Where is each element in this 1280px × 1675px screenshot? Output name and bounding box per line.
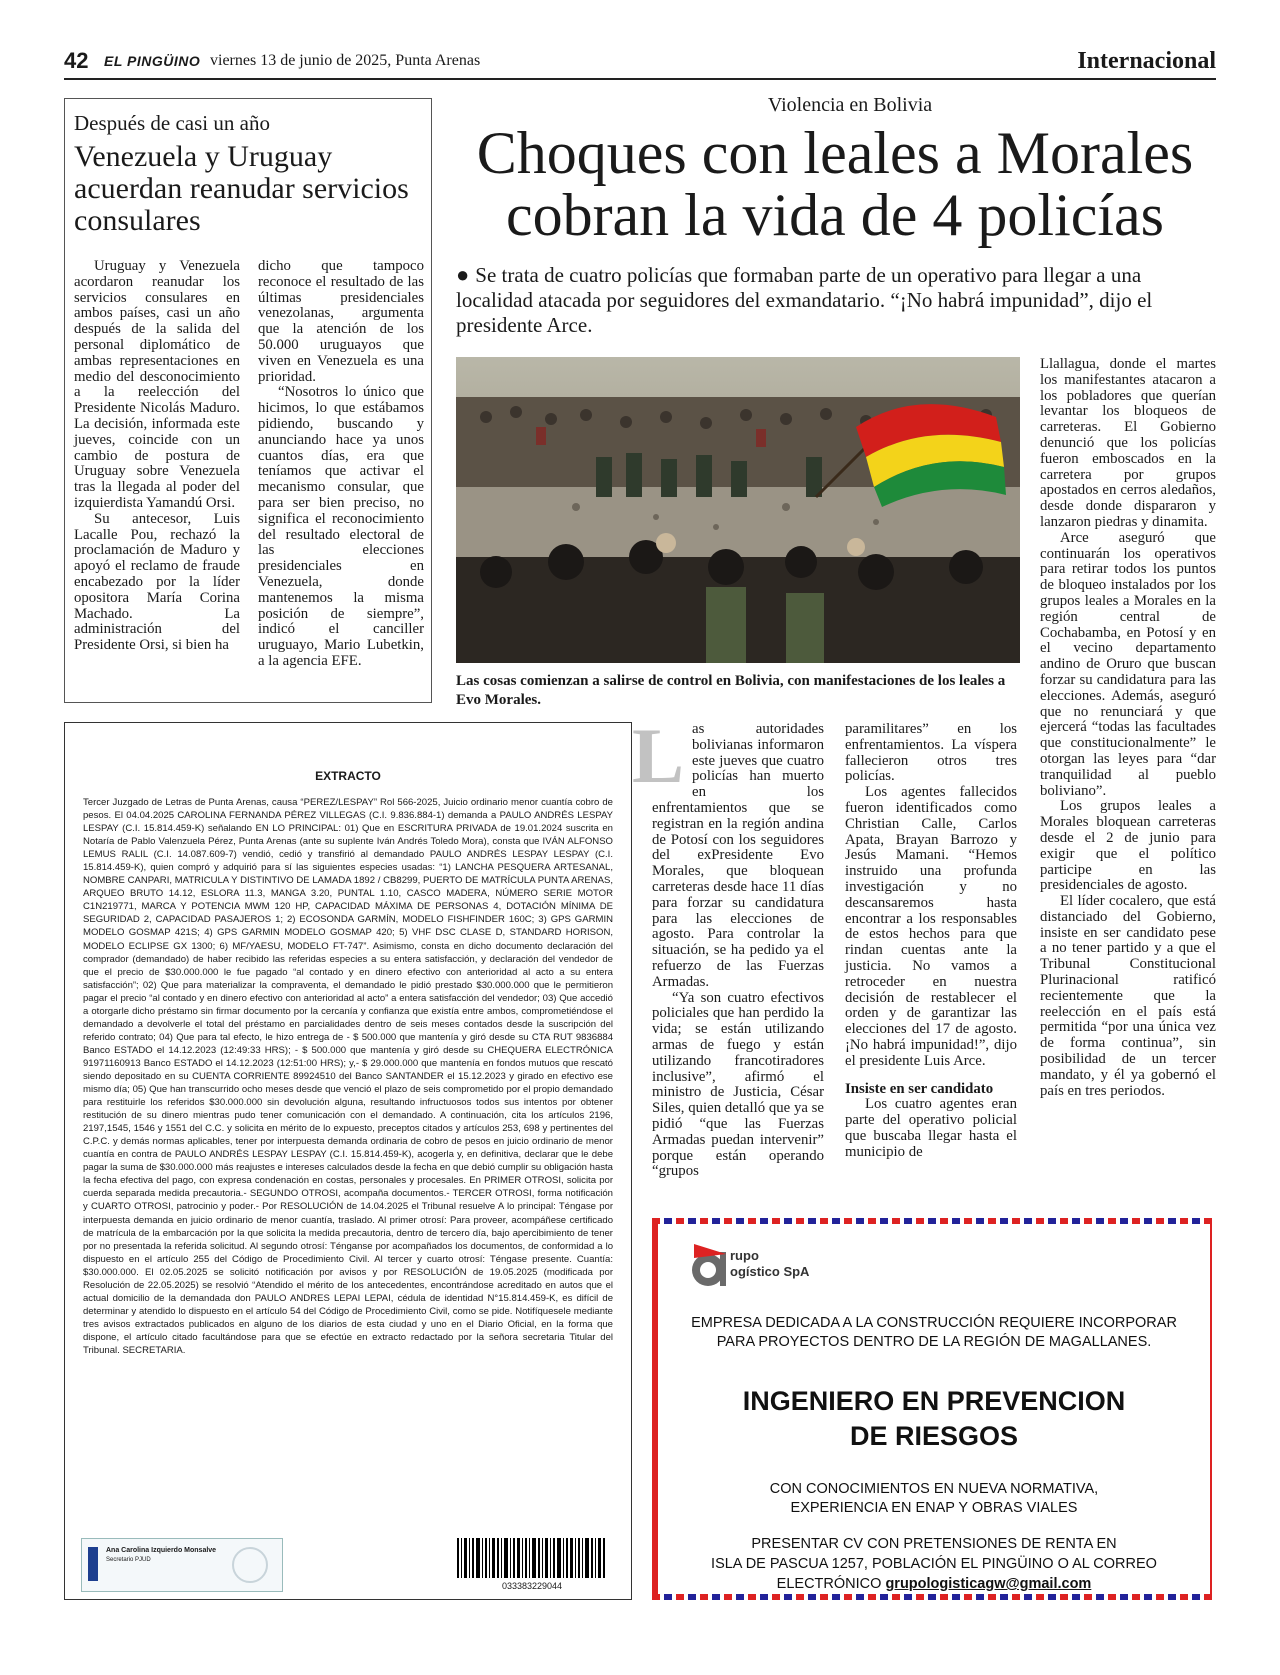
- subheading: Insiste en ser candidato: [845, 1080, 994, 1097]
- paragraph: Llallagua, donde el martes los manifestantes atacaron a los pobladores que querían levantar los bloqueos de carreteras. El Gobierno denunció que los policías fueron emboscados en la carretera por grupos apostados en cerros aledaños, desde donde dispararon y lanzaron piedras y dinamita.: [1040, 356, 1216, 530]
- paragraph-text: as autoridades bolivianas informaron este jueves que cuatro policías han muerto en los enfrentamientos que se registran en la región andina de Potosí con los seguidores del exPresidente Evo Morales, que bloquean carreteras desde hace 11 días para forzar su candidatura para las elecciones de agosto. Para controlar la situación, se ha pedido ya el refuerzo de las Fuerzas Armadas.: [652, 721, 824, 990]
- electronic-signature: [81, 1538, 283, 1592]
- bullet-icon: ●: [456, 262, 470, 287]
- protest-photo-illustration: [456, 357, 1020, 663]
- sidebar-kicker: Después de casi un año: [74, 111, 270, 135]
- ad-contact: [658, 1534, 1210, 1594]
- ad-title-line: DE RIESGOS: [849, 1421, 1019, 1451]
- article-column-1: [632, 712, 824, 1180]
- paragraph: Los cuatro agentes eran parte del operativo policial que buscaba llegar hasta el municipio de: [845, 1096, 1017, 1160]
- sidebar-column-1: [74, 259, 240, 654]
- sidebar-headline: Venezuela y Uruguay acuerdan reanudar servicios consulares: [74, 140, 409, 237]
- requirement-line: EXPERIENCIA EN ENAP Y OBRAS VIALES: [790, 1500, 1078, 1516]
- seal-icon: [88, 1547, 98, 1581]
- legal-title: EXTRACTO: [315, 769, 381, 783]
- article-column-3: [1040, 357, 1216, 1099]
- paragraph: Uruguay y Venezuela acordaron reanudar los servicios consulares en ambos países, casi un año después de la salida del personal diplomático de ambas representaciones en medio del desconocimiento a la reelección del Presidente Nicolás Maduro. La decisión, informada este jueves, coincide con un cambio de postura de Uruguay sobre Venezuela tras la llegada al poder del izquierdista Yamandú Orsi.: [74, 258, 240, 511]
- article-column-2: [845, 722, 1017, 1161]
- signer-name: Ana Carolina Izquierdo Monsalve: [106, 1547, 217, 1554]
- paragraph: “Nosotros lo único que hicimos, lo que estábamos pidiendo, buscando y anunciando hace ya unos cuantos días, era que teníamos que activar el mecanismo consular, que para ser bien preciso, no significa el reconocimiento del resultado electoral de las elecciones presidenciales en Venezuela, donde mantenemos la misma posición de siempre”, indicó el canciller uruguayo, Mario Lubetkin, a la agencia EFE.: [258, 384, 424, 669]
- paragraph: paramilitares” en los enfrentamientos. La víspera fallecieron otros tres policías.: [845, 721, 1017, 785]
- legal-body: Tercer Juzgado de Letras de Punta Arenas, causa “PEREZ/LESPAY” Rol 566-2025, Juicio ordinario menor cuantía cobro de pesos. El 04.04.2025 CAROLINA FERNANDA PÉREZ VILLEGAS (C.I. 9.836.884-1) demanda a PAULO ANDRÉS LESPAY LESPAY (C.I. 15.814.459-K) señalando EN LO PRINCIPAL: 01) Que en ESCRITURA PRIVADA de 19.01.2024 suscrita en Notaría de Pablo Valenzuela Pérez, Punta Arenas (ante su suplente Iván Andrés Toledo Mora), consta que IVÁN ALFONSO LEMUS RALIL (C.I. 14.087.609-7) vendió, cedió y transfirió al demandado PAULO ANDRÉS LESPAY LESPAY (C.I. 15.814.459-K), quien compró y adquirió para sí las siguientes especies usadas: “1) LANCHA PESQUERA ARTESANAL, NOMBRE CANPARI, MATRICULA Y DISTINTIVO DE LAMADA 1892 / CB8299, PUERTO DE MATRÍCULA PUNTA ARENAS, ARQUEO BRUTO 14.12, ESLORA 11.3, MANGA 3.20, PUNTAL 1.10, CASCO MADERA, NÚMERO SERIE MOTOR C1N219771, MARCA Y POTENCIA MWM 120 HP, CAPACIDAD MÁXIMA DE PERSONAS 4, DOTACIÓN MÍNIMA DE SEGURIDAD 2, CAPACIDAD PASAJEROS 1; 2) ECOSONDA GARMÍN, MODELO FISHFINDER 160C; 3) GPS GARMIN MODELO GOSMAP 421S; 4) GPS GARMIN MODELO GOSMAP 420; 5) VHF DSC CLASE D, STANDARD HORISON, MODELO ECLIPSE GX 1300; 6) MF/YAESU, MODELO FT-747”. Asimismo, consta en dicho documento declaración del comprador (demandado) de haber recibido las referidas especies a su entera satisfacción, y declaración del vendedor de que el precio de $30.000.000 le fue pagado “al contado y en dinero efectivo con anterioridad al acto a su entera satisfacción”; 02) Que para materializar la compraventa, el demandado le pidió prestado $30.000.000 que le permitieron pagar el precio “al contado y en dinero efectivo con anterioridad al acto” a entera satisfacción del vendedor; 03) Que accedió a otorgarle dicho préstamo sin firmar documento por la cercanía y confianza que existía entre ambos, comprometiéndose el demandado a devolverle el total del préstamo en parcialidades dentro de seis meses contados desde la suscripción del referido contrato; 04) Que para tal efecto, le hizo entrega de - $ 500.000 que mantenía y giró desde su CTA RUT 9836884 Banco ESTADO el 14.12.2023 (12:49:33 HRS); - $ 500.000 que mantenía y giró desde su CHEQUERA ELECTRÓNICA 91971160913 Banco ESTADO el 14.12.2023 (12:51:00 HRS); y,- $ 29.000.000 que mantenía en fondos mutuos que rescató siendo depositado en su CUENTA CORRIENTE 89924510 del Banco SANTANDER el 15.12.2023 y girado en efectivo ese mismo día; 05) Que han transcurrido ocho meses desde que venció el plazo de seis comprometido por el propio demandado para restituirle los referidos $30.000.000 sin devolución alguna, resultando infructuosos todos sus intentos por obtener restitución de su dinero mientras pudo tener comunicación con el demandado. A continuación, cita los artículos 2196, 2197,1545, 1546 y 1551 del C.C. y solicita en mérito de lo expuesto, preceptos citados y artículos 253, 698 y pertinentes del C.P.C. y demás normas aplicables, tener por interpuesta demanda ordinaria de cobro de pesos en juicio ordinario de menor cuantía en contra de PAULO ANDRÉS LESPAY LESPAY (C.I. 15.814.459-K), acogerla y, en definitiva, declarar que le debe pagar la suma de $30.000.000 más reajustes e intereses calculados desde la fecha en que debió cumplir su obligación hasta la fecha efectiva del pago, con expresa condenación en costas, personales y procesales. En PRIMER OTROSI, solicita por cuerda separada medida precautoria.- SEGUNDO OTROSI, acompaña documentos.- TERCER OTROSI, forma notificación y CUARTO OTROSI, patrocinio y poder.- Por RESOLUCIÓN de 14.04.2025 el Tribunal resuelve A lo principal: Téngase por interpuesta demanda en juicio ordinario de menor cuantía, traslado. Al primer otrosí: Para proveer, acompáñese certificado de matrícula de la embarcación por la que solicita la medida precautoria, dentro de tercero día, bajo apercibimiento de tener por no presentada la referida solicitud. Al segundo otrosí: Ténganse por acompañados los documentos, de conformidad a lo dispuesto en el artículo 255 del Código de Procedimiento Civil. Al tercer y cuarto otrosí: Téngase presente. Cuantía: $30.000.000. El 02.05.2025 se solicitó notificación por avisos y por RESOLUCIÓN de 19.05.2025 (modificada por Resolución de 22.05.2025) se resolvió “Atendido el mérito de los antecedentes, encontrándose acreditado en autos que el actual domicilio de la demandada don PAULO ANDRES LEPAI LEPAI, cédula de identidad N°15.814.459-K, es difícil de determinar y atendido lo dispuesto en el artículo 54 del Código de Procedimiento Civil, como se pide. Notifíquesele mediante tres avisos extractados publicados en alguno de los diarios de esta ciudad y uno en el Diario Oficial, en la forma que dispone, el artículo citado facultándose para que se efectúe en extracto redactado por la señora secretaria Titular del Tribunal. SECRETARIA.: [83, 797, 613, 1356]
- barcode-icon: [457, 1538, 607, 1578]
- section-title: Internacional: [1077, 48, 1216, 74]
- barcode-number: 033383229044: [501, 1581, 563, 1591]
- contact-line: ISLA DE PASCUA 1257, POBLACIÓN EL PINGÜINO O AL CORREO: [711, 1556, 1157, 1572]
- contact-email-link[interactable]: grupologisticagw@gmail.com: [885, 1576, 1092, 1592]
- ad-requirements: [658, 1480, 1210, 1518]
- ad-job-title: [658, 1384, 1210, 1454]
- paragraph: “Ya son cuatro efectivos policiales que han perdido la vida; se están utilizando armas de fuego y están utilizando francotiradores inclusive”, afirmó el ministro de Justicia, César Siles, quien detalló que ya se pidió “que las Fuerzas Armadas puedan intervenir” porque están operando “grupos: [652, 989, 824, 1180]
- contact-line: [658, 1574, 1210, 1594]
- requirement-line: CON CONOCIMIENTOS EN NUEVA NORMATIVA,: [769, 1481, 1099, 1497]
- article-headline: Choques con leales a Morales cobran la vida de 4 policías: [476, 120, 1194, 248]
- paragraph: dicho que tampoco reconoce el resultado de las últimas presidenciales venezolanas, argumenta que la atención de los 50.000 uruguayos que viven en Venezuela es una prioridad.: [258, 258, 424, 385]
- job-advertisement: [652, 1218, 1216, 1600]
- deck-text: Se trata de cuatro policías que formaban parte de un operativo para llegar a una localidad atacada por seguidores del exmandatario. “¡No habrá impunidad”, dijo el presidente Arce.: [456, 263, 1153, 337]
- logo-line-1: rupo: [730, 1248, 759, 1263]
- ad-intro: EMPRESA DEDICADA A LA CONSTRUCCIÓN REQUIERE INCORPORAR PARA PROYECTOS DENTRO DE LA REGIÓN DE MAGALLANES.: [691, 1315, 1177, 1350]
- page-header: [64, 48, 1216, 80]
- article-deck: [456, 262, 1216, 338]
- signer-role: Secretario PJUD: [106, 1557, 151, 1563]
- photo-caption: Las cosas comienzan a salirse de control en Bolivia, con manifestaciones de los leales a Evo Morales.: [456, 673, 1006, 708]
- article-kicker: Violencia en Bolivia: [767, 94, 933, 116]
- logo-line-2: ogístico SpA: [730, 1264, 810, 1279]
- drop-cap: L: [632, 712, 685, 799]
- paragraph: El líder cocalero, que está distanciado del Gobierno, insiste en ser candidato pese a no tener partido y a que el Tribunal Constitucional Plurinacional ratificó recientemente que la reelección en el país está permitida “por una única vez de forma continua”, sin posibilidad de un tercer mandato, y él ya gobernó el país en tres periodos.: [1040, 893, 1216, 1099]
- legal-notice: [64, 722, 632, 1600]
- sidebar-column-2: [258, 259, 424, 670]
- news-photo: [456, 357, 1020, 663]
- dateline: viernes 13 de junio de 2025, Punta Arenas: [210, 52, 481, 69]
- contact-line: PRESENTAR CV CON PRETENSIONES DE RENTA EN: [751, 1536, 1117, 1552]
- newspaper-name: EL PINGÜINO: [104, 53, 201, 69]
- paragraph: Su antecesor, Luis Lacalle Pou, rechazó la proclamación de Maduro y apoyó el reclamo de fraude encabezado por la líder opositora María Corina Machado. La administración del Presidente Orsi, si bien ha: [74, 510, 240, 654]
- paragraph: Arce aseguró que continuarán los operativos para retirar todos los puntos de bloqueo instalados por los grupos leales a Morales en la región central de Cochabamba, en Potosí y en el vecino departamento andino de Oruro que buscan forzar su candidatura para las elecciones. Además, aseguró que no renunciará y que ejercerá “todas las facultades que constitucionalmente” le otorgan las leyes para “dar tranquilidad al pueblo boliviano”.: [1040, 529, 1216, 799]
- paragraph: [632, 712, 824, 991]
- lock-icon: [232, 1547, 268, 1583]
- ad-title-line: INGENIERO EN PREVENCION: [742, 1386, 1126, 1416]
- page-number: 42: [64, 48, 89, 73]
- sidebar-article: [64, 98, 432, 703]
- contact-prefix: ELECTRÓNICO: [776, 1576, 882, 1592]
- paragraph: Los agentes fallecidos fueron identificados como Christian Calle, Carlos Apata, Brayan Barrozo y Jesús Mamani. “Hemos instruido una profunda investigación y no descansaremos hasta encontrar a los responsables de estos hechos para que rindan cuentas ante la justicia. No vamos a retroceder en nuestra decisión de restablecer el orden y de garantizar las elecciones del 17 de agosto. ¡No habrá impunidad!”, dijo el presidente Luis Arce.: [845, 784, 1017, 1069]
- paragraph: Los grupos leales a Morales bloquean carreteras desde el 2 de junio para exigir que el político participe en las presidenciales de agosto.: [1040, 798, 1216, 894]
